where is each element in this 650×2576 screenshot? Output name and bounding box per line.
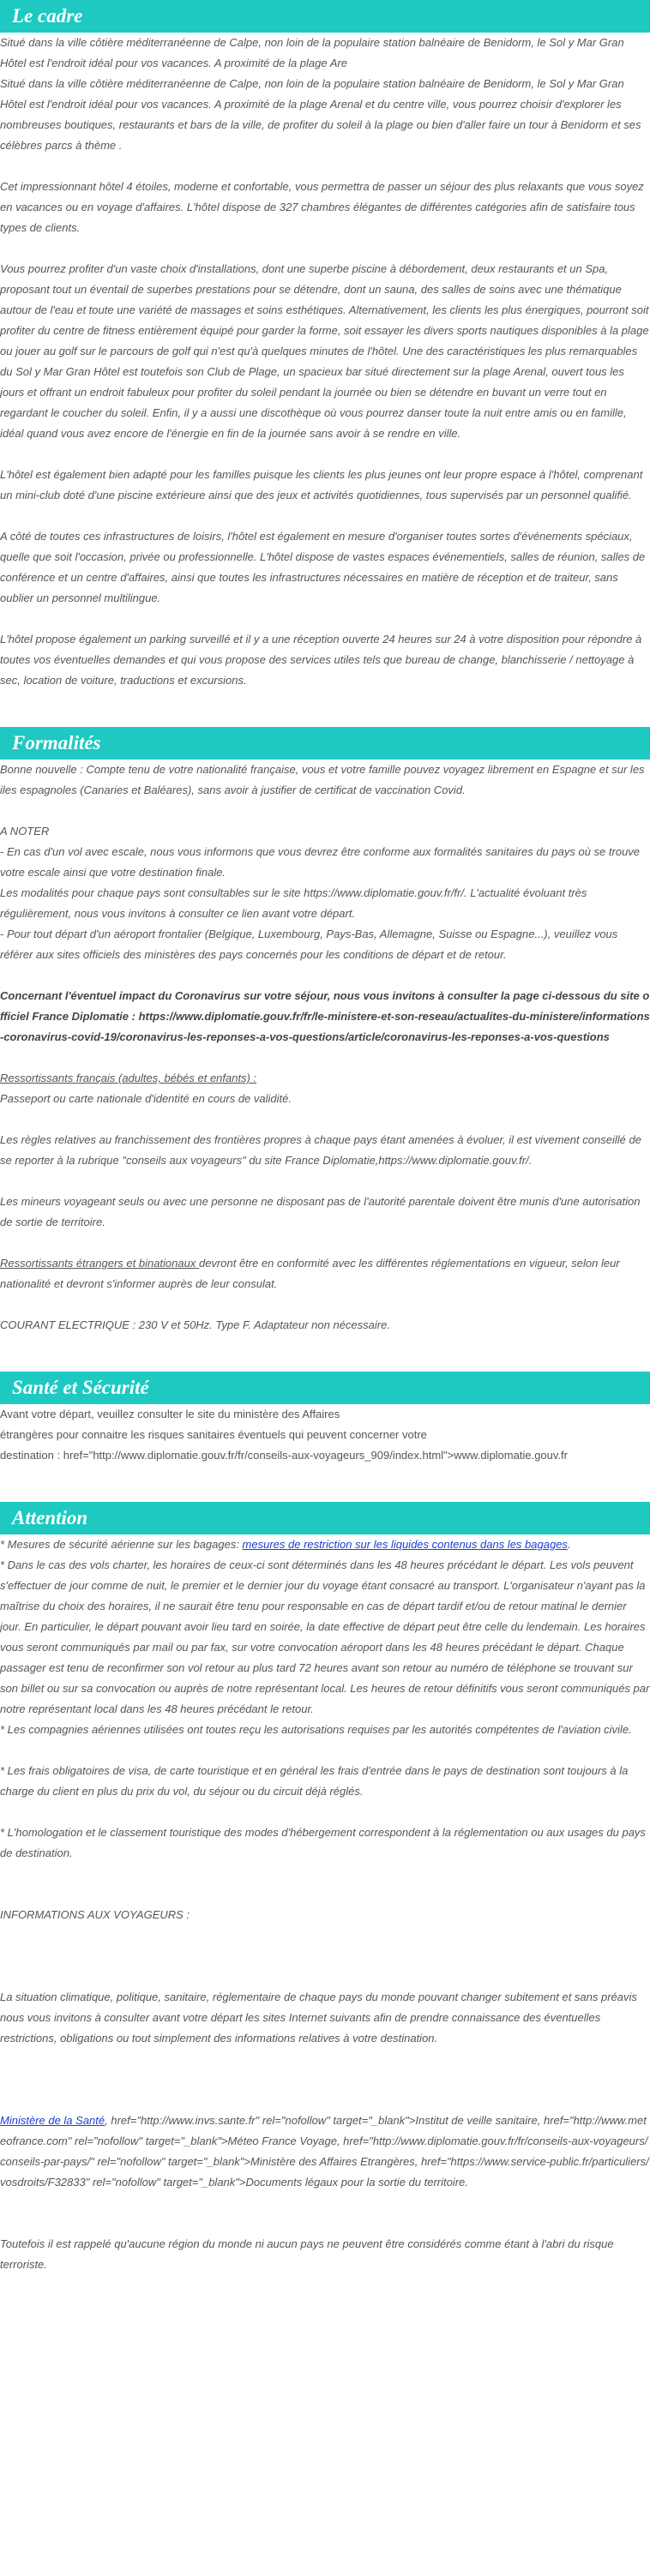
covid-notice: Concernant l'éventuel impact du Coronavirus sur votre séjour, nous vous invitons à consulter la page ci-dessous du site officiel France Diplomatie : https://www.diplomatie.gouv.fr/fr/le-ministere-et-son-reseau/actualites-du-ministere/informations-coronavirus-covid-19/coronavirus-les-reponses-a-vos-questions/article/coronavirus-les-reponses-a-vos-questions bbox=[0, 989, 650, 1043]
attention-paragraph: nous vous invitons à consulter avant votre départ les sites Internet suivants afin de prendre connaissance des éventuelles restrictions, obligations ou tout simplement des informations relatives à votre destination. bbox=[0, 2011, 601, 2045]
attention-paragraph: * Les frais obligatoires de visa, de carte touristique et en général les frais d'entrée dans le pays de destination sont toujours à la charge du client en plus du prix du vol, du séjour ou du circuit déjà réglés. bbox=[0, 1764, 629, 1798]
section-formalites bbox=[0, 727, 650, 1336]
section-sante bbox=[0, 1372, 650, 1466]
attention-paragraph: La situation climatique, politique, sanitaire, réglementaire de chaque pays du monde pouvant changer subitement et sans préavis bbox=[0, 1991, 637, 2003]
cadre-paragraph: Vous pourrez profiter d'un vaste choix d'installations, dont une superbe piscine à débordement, deux restaurants et un Spa, proposant tout un éventail de superbes prestations pour se détendre, dont un sauna, des salles de soins avec une thématique autour de l'eau et toute une variété de massages et soins esthétiques. Alternativement, les clients les plus énergiques, pourront soit profiter du centre de fitness entièrement équipé pour garder la forme, soit essayer les divers sports nautiques disponibles à la plage ou jouer au golf sur le parcours de golf qui n'est qu'à quelques minutes de l'hôtel. Une des caractéristiques les plus remarquables du Sol y Mar Gran Hôtel est toutefois son Club de Plage, un spacieux bar situé directement sur la plage Arenal, ouvert tous les jours et offrant un endroit fabuleux pour profiter du soleil pendant la journée ou bien se détendre en buvant un verre tout en regardant le coucher du soleil. Enfin, il y a aussi une discothèque où vous pourrez danser toute la nuit entre amis ou en famille, idéal quand vous avez encore de l'énergie en fin de la journée sans avoir à se rendre en ville. bbox=[0, 262, 649, 440]
ministere-rest: , href="http://www.invs.sante.fr" rel="nofollow" target="_blank">Institut de veille sanitaire, href="http://www.meteofrance.com" rel="nofollow" target="_blank">Méteo France Voyage, href="http://www.diplomatie.gouv.fr/fr/conseils-aux-voyageurs/conseils-par-pays/" rel="nofollow" target="_blank">Ministère des Affaires Etrangères, href="https://www.service-public.fr/particuliers/vosdroits/F32833" rel="nofollow" target="_blank">Documents légaux pour la sortie du territoire. bbox=[0, 2114, 649, 2189]
ressortissants-heading: Ressortissants français (adultes, bébés et enfants) : bbox=[0, 1072, 257, 1084]
formalites-paragraph: Bonne nouvelle : Compte tenu de votre nationalité française, vous et votre famille pouvez voyagez librement en Espagne et sur les iles espagnoles (Canaries et Baléares), sans avoir à justifier de certificat de vaccination Covid. bbox=[0, 763, 645, 796]
liquid-restrictions-link[interactable]: mesures de restriction sur les liquides contenus dans les bagages bbox=[242, 1538, 568, 1551]
ressortissants-text: Passeport ou carte nationale d'identité en cours de validité. bbox=[0, 1092, 292, 1105]
cadre-paragraph: Cet impressionnant hôtel 4 étoiles, moderne et confortable, vous permettra de passer un séjour des plus relaxants que vous soyez en vacances ou en voyage d'affaires. L'hôtel dispose de 327 chambres élégantes de différentes catégories afin de satisfaire tous types de clients. bbox=[0, 180, 644, 234]
noter-item: - Pour tout départ d'un aéroport frontalier (Belgique, Luxembourg, Pays-Bas, Allemagne, Suisse ou Espagne...), veuillez vous référer aux sites officiels des ministères des pays concernés pour les conditions de départ et de retour. bbox=[0, 928, 618, 961]
attention-paragraph: * Les compagnies aériennes utilisées ont toutes reçu les autorisations requises par les autorités compétentes de l'aviation civile. bbox=[0, 1723, 632, 1736]
attention-paragraph: * Dans le cas des vols charter, les horaires de ceux-ci sont déterminés dans les 48 heures précédant le départ. Les vols peuvent s'effectuer de jour comme de nuit, le premier et le dernier jour du voyage étant consacré au transport. L'organisateur n'ayant pas la maîtrise du choix des horaires, il ne saurait être tenu pour responsable en cas de départ tardif et/ou de retour matinal le dernier jour. En particulier, le départ pouvant avoir lieu tard en soirée, la date effective de départ peut être celle du lendemain. Les horaires vous seront communiqués par mail ou par fax, sur votre convocation aéroport dans les 48 heures précédant le départ. Chaque passager est tenu de reconfirmer son vol retour au plus tard 72 heures avant son retour au numéro de téléphone se trouvant sur son billet ou sur sa convocation ou auprès de notre représentant local. Les heures de retour définitifs vous seront communiqués par notre représentant local dans les 48 heures précédant le retour. bbox=[0, 1558, 650, 1715]
section-title-sante: Santé et Sécurité bbox=[0, 1372, 650, 1404]
section-title-attention: Attention bbox=[0, 1502, 650, 1534]
section-title-cadre: Le cadre bbox=[0, 0, 650, 33]
etrangers-heading: Ressortissants étrangers et binationaux bbox=[0, 1257, 199, 1270]
etrangers-paragraph bbox=[0, 1253, 650, 1294]
section-cadre bbox=[0, 0, 650, 691]
ministere-paragraph bbox=[0, 2111, 650, 2193]
cadre-paragraph: Situé dans la ville côtière méditerranéenne de Calpe, non loin de la populaire station balnéaire de Benidorm, le Sol y Mar Gran Hôtel est l'endroit idéal pour vos vacances. A proximité de la plage Are bbox=[0, 36, 624, 69]
section-title-formalites: Formalités bbox=[0, 727, 650, 760]
section-body-attention bbox=[0, 1534, 650, 2275]
noter-item: - En cas d'un vol avec escale, nous vous informons que vous devrez être conforme aux formalités sanitaires du pays où se trouve votre escale ainsi que votre destination finale. bbox=[0, 845, 641, 879]
cadre-paragraph: Situé dans la ville côtière méditerranéenne de Calpe, non loin de la populaire station balnéaire de Benidorm, le Sol y Mar Gran Hôtel est l'endroit idéal pour vos vacances. A proximité de la plage Arenal et du centre ville, vous pourrez choisir d'explorer les nombreuses boutiques, restaurants et bars de la ville, de profiter du soleil à la plage ou bien d'aller faire un tour à Benidorm et ses célèbres parcs à thème . bbox=[0, 77, 641, 152]
formalites-paragraph: Les règles relatives au franchissement des frontières propres à chaque pays étant amenées à évoluer, il est vivement conseillé de se reporter à la rubrique "conseils aux voyageurs" du site France Diplomatie,https://www.diplomatie.gouv.fr/. bbox=[0, 1133, 641, 1167]
bagages-paragraph bbox=[0, 1534, 650, 1555]
noter-item: Les modalités pour chaque pays sont consultables sur le site https://www.diplomatie.gouv.fr/fr/. L'actualité évoluant très régulièrement, nous vous invitons à consulter ce lien avant votre départ. bbox=[0, 886, 587, 920]
section-body-cadre bbox=[0, 33, 650, 691]
cadre-paragraph: A côté de toutes ces infrastructures de loisirs, l'hôtel est également en mesure d'organiser toutes sortes d'événements spéciaux, quelle que soit l'occasion, privée ou professionnelle. L'hôtel dispose de vastes espaces événementiels, salles de réunion, salles de conférence et un centre d'affaires, ainsi que toutes les infrastructures nécessaires en matière de réception et de traiteur, sans oublier un personnel multilingue. bbox=[0, 530, 646, 604]
bagages-suffix: . bbox=[567, 1538, 571, 1551]
sante-line: Avant votre départ, veuillez consulter le site du ministère des Affaires bbox=[0, 1408, 340, 1420]
attention-paragraph: * L'homologation et le classement touristique des modes d'hébergement correspondent à la réglementation ou aux usages du pays de destination. bbox=[0, 1826, 646, 1859]
sante-line: destination : href="http://www.diplomatie.gouv.fr/fr/conseils-aux-voyageurs_909/index.html">www.diplomatie.gouv.fr bbox=[0, 1449, 568, 1462]
attention-paragraph: Toutefois il est rappelé qu'aucune région du monde ni aucun pays ne peuvent être considérés comme étant à l'abri du risque terroriste. bbox=[0, 2237, 614, 2271]
section-body-formalites bbox=[0, 760, 650, 1336]
cadre-paragraph: L'hôtel propose également un parking surveillé et il y a une réception ouverte 24 heures sur 24 à votre disposition pour répondre à toutes vos éventuelles demandes et qui vous propose des services utiles tels que bureau de change, blanchisserie / nettoyage à sec, location de voiture, traductions et excursions. bbox=[0, 633, 642, 687]
formalites-paragraph: Les mineurs voyageant seuls ou avec une personne ne disposant pas de l'autorité parentale doivent être munis d'une autorisation de sortie de territoire. bbox=[0, 1195, 641, 1228]
bagages-prefix: * Mesures de sécurité aérienne sur les bagages: bbox=[0, 1538, 243, 1551]
infos-voyageurs-heading: INFORMATIONS AUX VOYAGEURS : bbox=[0, 1908, 190, 1921]
courant-electrique: COURANT ELECTRIQUE : 230 V et 50Hz. Type F. Adaptateur non nécessaire. bbox=[0, 1318, 390, 1331]
ministere-sante-link[interactable]: Ministère de la Santé bbox=[0, 2114, 105, 2127]
section-attention bbox=[0, 1502, 650, 2275]
cadre-paragraph: L'hôtel est également bien adapté pour les familles puisque les clients les plus jeunes ont leur propre espace à l'hôtel, comprenant un mini-club doté d'une piscine extérieure ainsi que des jeux et activités quotidiennes, tous supervisés par un personnel qualifié. bbox=[0, 468, 643, 501]
sante-line: étrangères pour connaitre les risques sanitaires éventuels qui peuvent concerner votre bbox=[0, 1428, 427, 1441]
noter-heading: A NOTER bbox=[0, 825, 50, 838]
etrangers-text: devront être en conformité avec les différentes réglementations en vigueur, selon leur nationalité et devront s'informer auprès de leur consulat. bbox=[0, 1257, 620, 1290]
section-body-sante bbox=[0, 1404, 650, 1466]
